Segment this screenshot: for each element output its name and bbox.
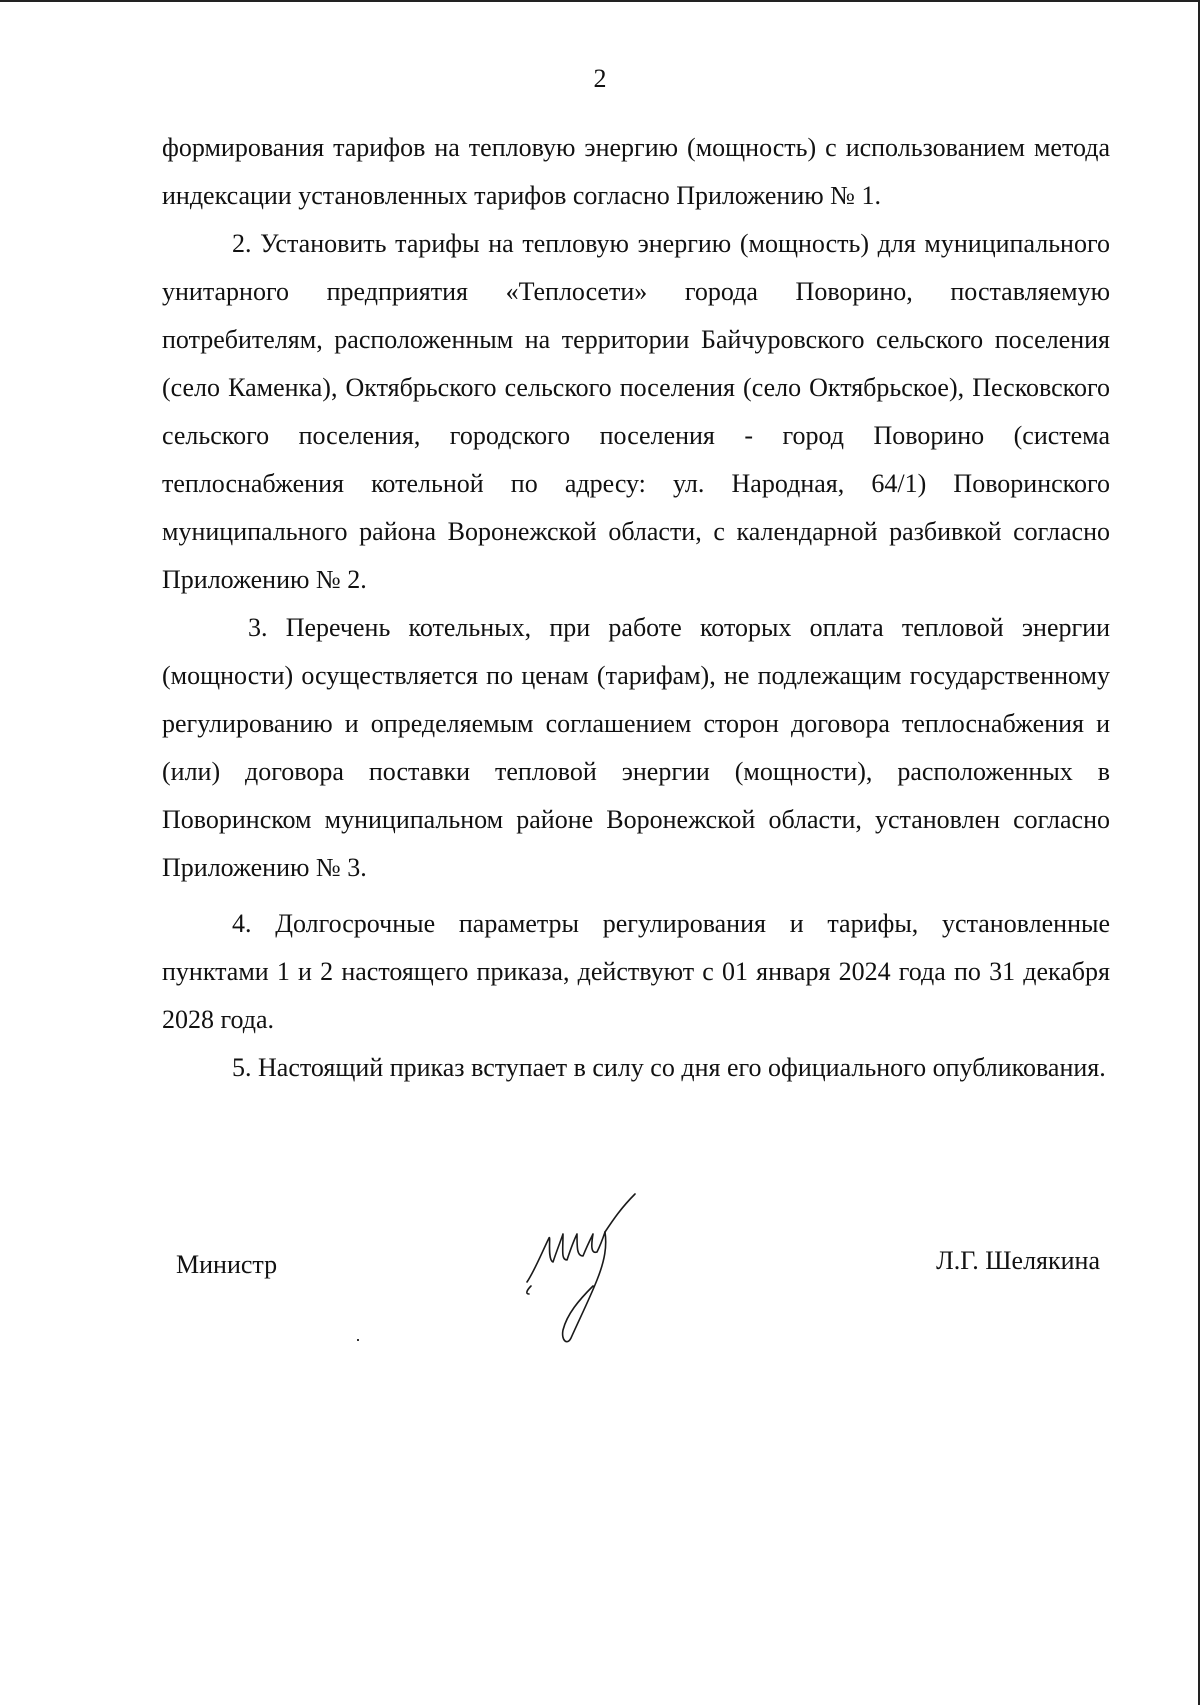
paragraph-item-4: 4. Долгосрочные параметры регулирования и тарифы, установленные пунктами 1 и 2 настоящего приказа, действуют с 01 января 2024 года по 31 декабря 2028 года. xyxy=(162,909,1110,1034)
signatory-title: Министр xyxy=(176,1250,278,1279)
paragraph-item-2: 2. Установить тарифы на тепловую энергию (мощность) для муниципального унитарного предприятия «Теплосети» города Поворино, поставляемую потребителям, расположенным на территории Байчуровского сельского поселения (село Каменка), Октябрьского сельского поселения (село Октябрьское), Песковского сельского поселения, городского поселения - город Поворино (система теплоснабжения котельной по адресу: ул. Народная, 64/1) Поворинского муниципального района Воронежской области, с календарной разбивкой согласно Приложению № 2. xyxy=(162,229,1110,594)
scan-border-top xyxy=(0,0,1200,2)
handwritten-signature xyxy=(517,1190,667,1350)
document-body xyxy=(162,124,1110,1092)
signatory-name: Л.Г. Шелякина xyxy=(936,1246,1100,1275)
page-number: 2 xyxy=(593,64,607,93)
scan-speck xyxy=(357,1339,359,1341)
paragraph-item-5: 5. Настоящий приказ вступает в силу со дня его официального опубликования. xyxy=(232,1053,1106,1082)
paragraph-item-3: 3. Перечень котельных, при работе которых оплата тепловой энергии (мощности) осуществляется по ценам (тарифам), не подлежащим государственному регулированию и определяемым соглашением сторон договора теплоснабжения и (или) договора поставки тепловой энергии (мощности), расположенных в Поворинском муниципальном районе Воронежской области, установлен согласно Приложению № 3. xyxy=(162,613,1110,882)
paragraph-continuation: формирования тарифов на тепловую энергию (мощность) с использованием метода индексации установленных тарифов согласно Приложению № 1. xyxy=(162,133,1110,210)
signature-block xyxy=(162,1190,1110,1350)
